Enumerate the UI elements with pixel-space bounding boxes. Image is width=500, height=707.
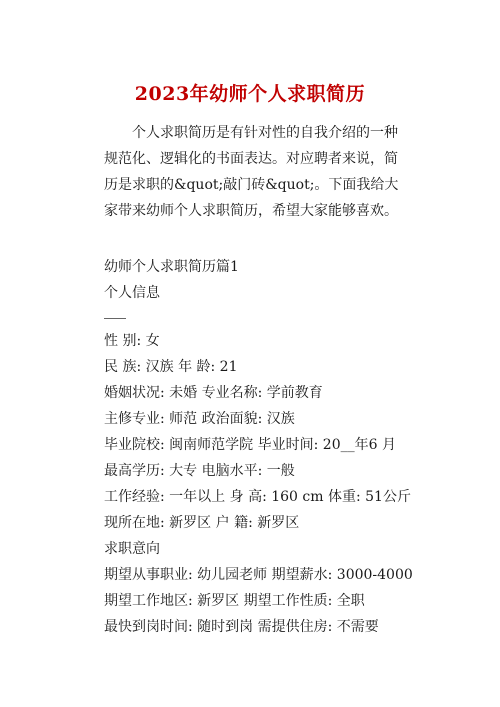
- divider-line: [104, 318, 126, 319]
- field-location-hukou: 现所在地: 新罗区 户 籍: 新罗区: [104, 515, 300, 531]
- field-education-computer: 最高学历: 大专 电脑水平: 一般: [104, 463, 295, 479]
- section-heading-block: [104, 254, 444, 306]
- resume-details: [104, 328, 444, 640]
- section-title: 幼师个人求职简历篇1: [104, 259, 239, 275]
- document-title: 2023年幼师个人求职简历: [134, 83, 366, 105]
- info-heading: 个人信息: [104, 285, 160, 301]
- field-desired-job-salary: 期望从事职业: 幼儿园老师 期望薪水: 3000-4000: [104, 567, 413, 583]
- intro-paragraph: 个人求职简历是有针对性的自我介绍的一种规范化、逻辑化的书面表达。对应聘者来说，简历是求职的&quot;敲门砖&quot;。下面我给大家带来幼师个人求职简历，希望大家能够喜欢。: [104, 125, 399, 219]
- field-primary-major-politics: 主修专业: 师范 政治面貌: 汉族: [104, 411, 295, 427]
- field-gender: 性 别: 女: [104, 333, 160, 349]
- field-desired-area-type: 期望工作地区: 新罗区 期望工作性质: 全职: [104, 593, 365, 609]
- job-intention-heading: 求职意向: [104, 541, 160, 557]
- field-experience-body: 工作经验: 一年以上 身 高: 160 cm 体重: 51公斤: [104, 489, 411, 505]
- field-school-graduation: 毕业院校: 闽南师范学院 毕业时间: 20__年6 月: [104, 437, 396, 453]
- field-marital-major: 婚姻状况: 未婚 专业名称: 学前教育: [104, 385, 323, 401]
- field-ethnicity-age: 民 族: 汉族 年 龄: 21: [104, 359, 238, 375]
- field-start-housing: 最快到岗时间: 随时到岗 需提供住房: 不需要: [104, 619, 379, 635]
